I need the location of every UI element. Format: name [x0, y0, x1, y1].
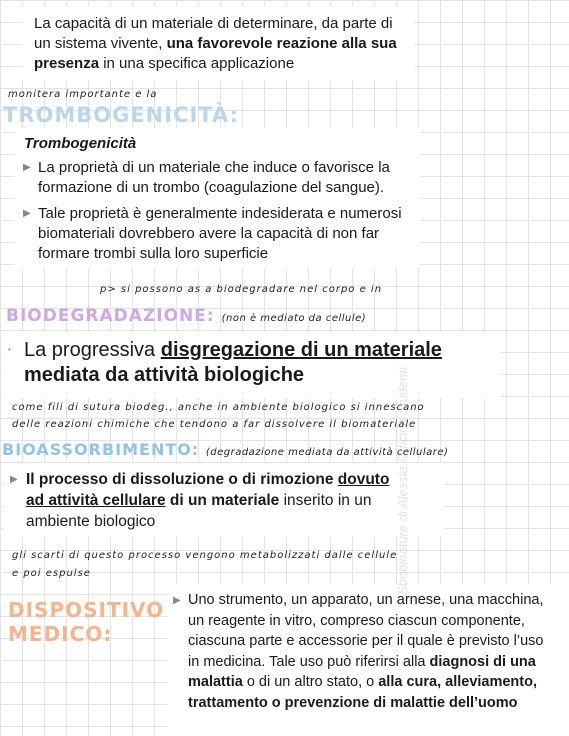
biodeg-text-pre: La progressiva [24, 339, 161, 361]
handwritten-note-2: p> si possono as a biodegradare nel corpo e in [100, 284, 383, 295]
disp-card [168, 584, 569, 736]
disp-text [188, 590, 558, 713]
intro-text-post: in una specifica applicazione [99, 55, 295, 72]
tromb-title: Trombogenicità [24, 135, 137, 152]
handwritten-note-1: monitera importante e la [8, 89, 158, 100]
bullet-icon: ▶ [173, 595, 181, 606]
heading-trombogenicita: TROMBOGENICITÀ: [3, 103, 240, 127]
handwritten-note-4: delle reazioni chimiche che tendono a far dissolvere il biomateriale [12, 419, 417, 430]
bioass-note: (degradazione mediata da attività cellulare) [205, 447, 449, 458]
biodeg-text-line2: mediata da attività biologiche [24, 364, 305, 386]
disp-text-pre: Uno strumento, un apparato, un arnese, una macchina, un reagente in vitro, compreso ciascun componente, ciascuna parte e accessorie per il quale è previsto l’uso in medicina. Tale uso può riferirsi alla [188, 592, 544, 670]
bioass-text-bold1: Il processo di dissoluzione o di rimozione [26, 471, 338, 488]
bullet-icon: ▶ [23, 162, 31, 173]
watermark: Sbobinature di Alessia Officina Studenti [395, 367, 410, 595]
biodeg-text [24, 338, 494, 388]
handwritten-note-5: gli scarti di questo processo vengono metabolizzati dalle cellule [12, 550, 398, 561]
bioass-text-post: inserito in un ambiente biologico [26, 492, 372, 530]
disp-text-mid: o di un altro stato, o [242, 674, 379, 690]
bioass-text-bold2: di un materiale [165, 492, 280, 509]
disp-text-bold2: alla cura, alleviamento, trattamento o prevenzione di malattie dell’uomo [188, 674, 538, 711]
heading-bioassorbimento-text: BIOASSORBIMENTO: [2, 440, 200, 459]
handwritten-note-6: e poi espulse [12, 568, 91, 579]
heading-bioassorbimento [2, 440, 448, 459]
tromb-bullet-2: Tale proprietà è generalmente indesiderata e numerosi biomateriali dovrebbero avere la capacità di non far formare trombi sulla loro superficie [38, 205, 402, 262]
heading-dispositivo: DISPOSITIVO [8, 598, 165, 622]
biodeg-text-underlined: disgregazione di un materiale [160, 339, 442, 361]
intro-text-pre: La capacità di un materiale di determinare, da parte di un sistema vivente, [34, 15, 393, 52]
tromb-card [14, 128, 420, 268]
bioass-card [4, 463, 444, 537]
disp-text-bold1: diagnosi di una malattia [188, 653, 536, 690]
bullet-icon: • [8, 345, 11, 354]
bioass-text-underlined1: dovuto [337, 471, 390, 488]
handwritten-note-3: come fili di sutura biodeg., anche in ambiente biologico si innescano [12, 402, 425, 413]
bioass-text-underlined2: ad attività cellulare [26, 492, 166, 509]
tromb-bullet-1: La proprietà di un materiale che induce o favorisce la formazione di un trombo (coagulazione del sangue). [38, 159, 390, 196]
intro-text [34, 14, 409, 74]
bullet-icon: ▶ [23, 208, 31, 219]
bioass-text [26, 469, 436, 532]
biodeg-note: (non è mediato da cellule) [221, 313, 367, 324]
intro-text-bold: una favorevole reazione alla sua presenza [34, 35, 397, 72]
heading-biodegradazione-text: BIODEGRADAZIONE: [6, 306, 215, 326]
heading-biodegradazione [6, 306, 366, 326]
biodeg-card [2, 332, 500, 398]
intro-card [22, 6, 414, 80]
bullet-icon: ▶ [10, 474, 18, 485]
heading-medico: MEDICO: [8, 622, 113, 646]
